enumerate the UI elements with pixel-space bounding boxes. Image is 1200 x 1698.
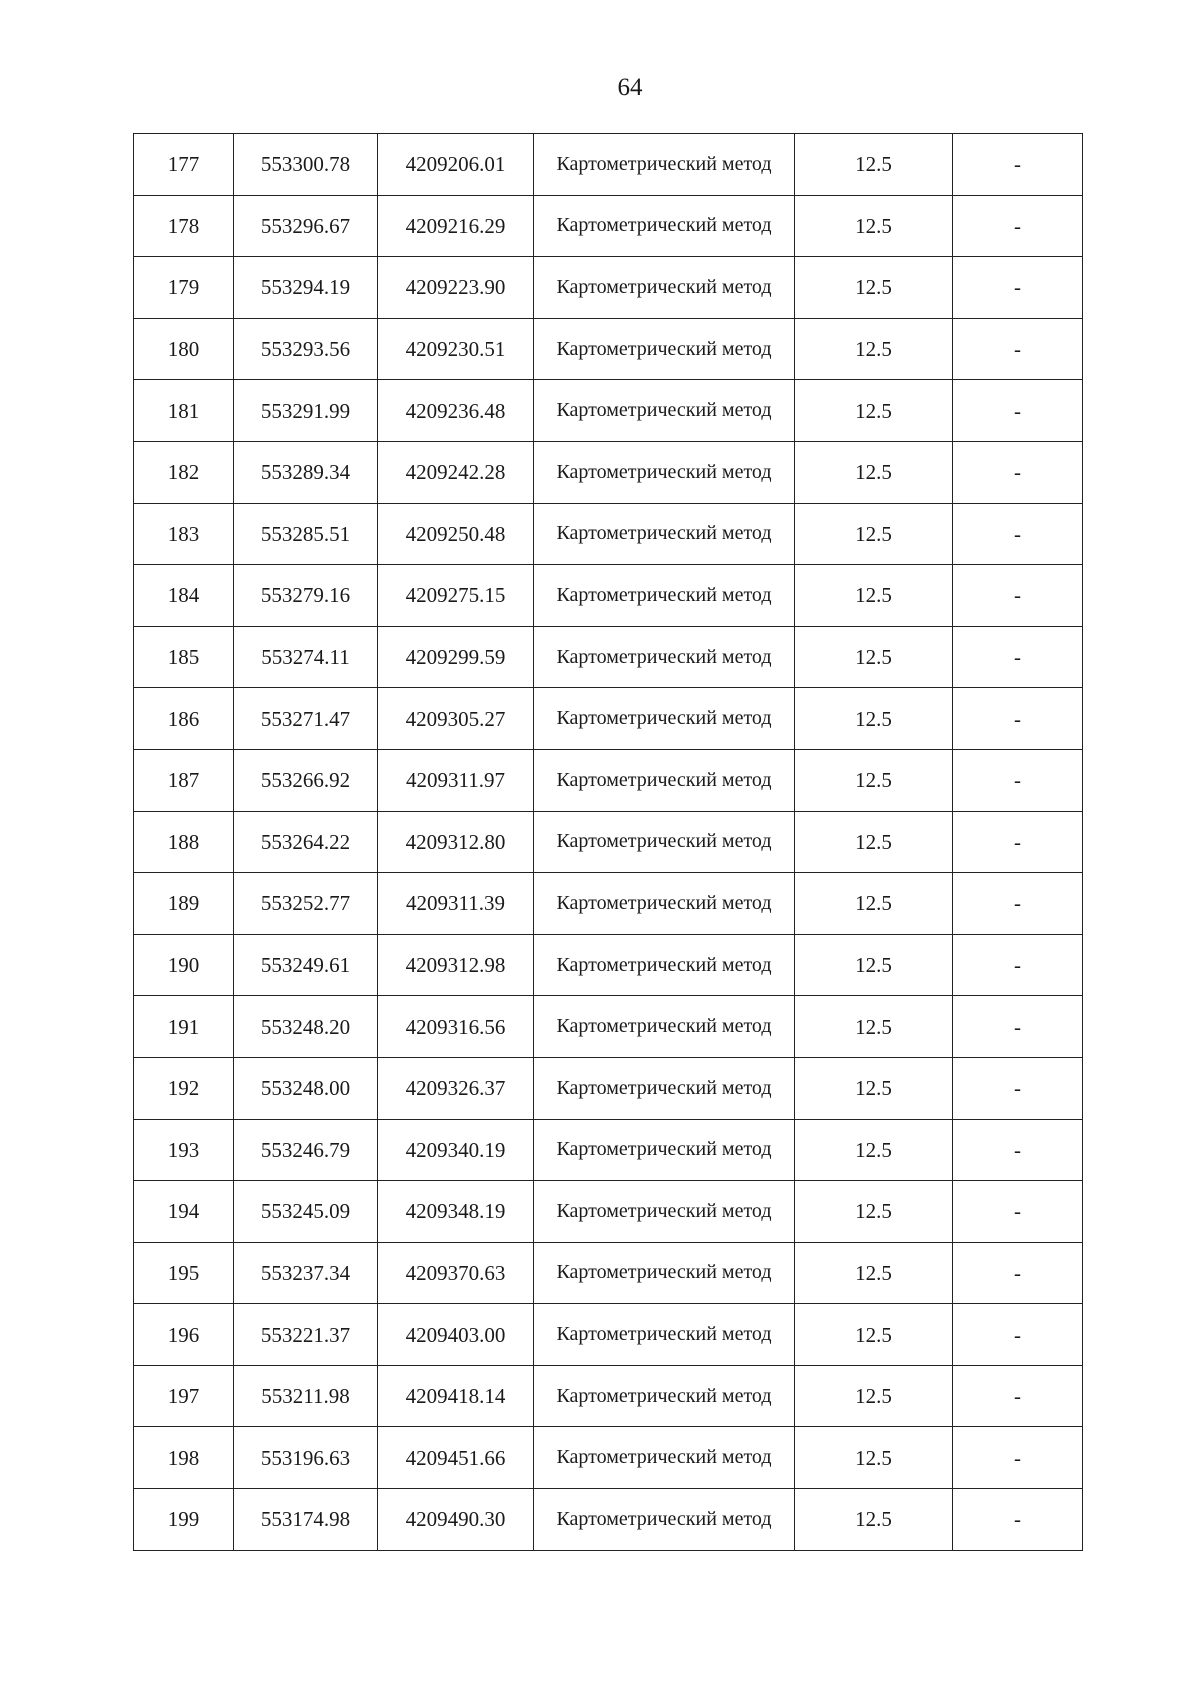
y-coordinate-cell: 4209305.27 [378,688,534,750]
table-row [134,380,1083,442]
table-row [134,257,1083,319]
point-number-cell: 193 [134,1119,234,1181]
table-row [134,1489,1083,1551]
note-cell: - [953,1365,1083,1427]
method-cell: Картометрический метод [534,1181,795,1243]
accuracy-cell: 12.5 [795,1057,953,1119]
note-cell: - [953,873,1083,935]
y-coordinate-cell: 4209348.19 [378,1181,534,1243]
point-number-cell: 190 [134,934,234,996]
method-cell: Картометрический метод [534,1242,795,1304]
y-coordinate-cell: 4209370.63 [378,1242,534,1304]
table-row [134,811,1083,873]
accuracy-cell: 12.5 [795,873,953,935]
y-coordinate-cell: 4209311.39 [378,873,534,935]
method-cell: Картометрический метод [534,503,795,565]
method-cell: Картометрический метод [534,934,795,996]
point-number-cell: 181 [134,380,234,442]
accuracy-cell: 12.5 [795,441,953,503]
method-cell: Картометрический метод [534,318,795,380]
accuracy-cell: 12.5 [795,749,953,811]
method-cell: Картометрический метод [534,257,795,319]
y-coordinate-cell: 4209340.19 [378,1119,534,1181]
method-cell: Картометрический метод [534,380,795,442]
note-cell: - [953,503,1083,565]
x-coordinate-cell: 553291.99 [234,380,378,442]
table-row [134,688,1083,750]
x-coordinate-cell: 553294.19 [234,257,378,319]
method-cell: Картометрический метод [534,134,795,196]
table-row [134,1242,1083,1304]
table-row [134,996,1083,1058]
note-cell: - [953,318,1083,380]
note-cell: - [953,688,1083,750]
point-number-cell: 195 [134,1242,234,1304]
note-cell: - [953,811,1083,873]
note-cell: - [953,441,1083,503]
method-cell: Картометрический метод [534,1365,795,1427]
note-cell: - [953,1489,1083,1551]
point-number-cell: 188 [134,811,234,873]
note-cell: - [953,134,1083,196]
table-row [134,565,1083,627]
point-number-cell: 199 [134,1489,234,1551]
accuracy-cell: 12.5 [795,1242,953,1304]
note-cell: - [953,195,1083,257]
x-coordinate-cell: 553285.51 [234,503,378,565]
method-cell: Картометрический метод [534,195,795,257]
accuracy-cell: 12.5 [795,503,953,565]
accuracy-cell: 12.5 [795,318,953,380]
table-row [134,318,1083,380]
accuracy-cell: 12.5 [795,688,953,750]
y-coordinate-cell: 4209316.56 [378,996,534,1058]
x-coordinate-cell: 553252.77 [234,873,378,935]
point-number-cell: 196 [134,1304,234,1366]
note-cell: - [953,749,1083,811]
x-coordinate-cell: 553237.34 [234,1242,378,1304]
table-body [134,134,1083,1551]
accuracy-cell: 12.5 [795,380,953,442]
y-coordinate-cell: 4209311.97 [378,749,534,811]
method-cell: Картометрический метод [534,996,795,1058]
accuracy-cell: 12.5 [795,1427,953,1489]
x-coordinate-cell: 553296.67 [234,195,378,257]
accuracy-cell: 12.5 [795,1304,953,1366]
note-cell: - [953,1057,1083,1119]
method-cell: Картометрический метод [534,1119,795,1181]
x-coordinate-cell: 553248.20 [234,996,378,1058]
method-cell: Картометрический метод [534,811,795,873]
point-number-cell: 189 [134,873,234,935]
point-number-cell: 179 [134,257,234,319]
table-row [134,626,1083,688]
note-cell: - [953,1304,1083,1366]
table-row [134,1181,1083,1243]
accuracy-cell: 12.5 [795,195,953,257]
table-row [134,1057,1083,1119]
y-coordinate-cell: 4209216.29 [378,195,534,257]
point-number-cell: 184 [134,565,234,627]
y-coordinate-cell: 4209250.48 [378,503,534,565]
point-number-cell: 182 [134,441,234,503]
table-row [134,195,1083,257]
point-number-cell: 191 [134,996,234,1058]
x-coordinate-cell: 553289.34 [234,441,378,503]
y-coordinate-cell: 4209242.28 [378,441,534,503]
accuracy-cell: 12.5 [795,934,953,996]
table-row [134,873,1083,935]
method-cell: Картометрический метод [534,626,795,688]
y-coordinate-cell: 4209312.80 [378,811,534,873]
y-coordinate-cell: 4209418.14 [378,1365,534,1427]
y-coordinate-cell: 4209312.98 [378,934,534,996]
note-cell: - [953,257,1083,319]
point-number-cell: 180 [134,318,234,380]
method-cell: Картометрический метод [534,749,795,811]
note-cell: - [953,1119,1083,1181]
x-coordinate-cell: 553293.56 [234,318,378,380]
accuracy-cell: 12.5 [795,565,953,627]
x-coordinate-cell: 553248.00 [234,1057,378,1119]
method-cell: Картометрический метод [534,1304,795,1366]
x-coordinate-cell: 553300.78 [234,134,378,196]
point-number-cell: 185 [134,626,234,688]
y-coordinate-cell: 4209490.30 [378,1489,534,1551]
x-coordinate-cell: 553249.61 [234,934,378,996]
y-coordinate-cell: 4209236.48 [378,380,534,442]
table-row [134,441,1083,503]
y-coordinate-cell: 4209223.90 [378,257,534,319]
note-cell: - [953,626,1083,688]
y-coordinate-cell: 4209403.00 [378,1304,534,1366]
note-cell: - [953,934,1083,996]
x-coordinate-cell: 553221.37 [234,1304,378,1366]
method-cell: Картометрический метод [534,688,795,750]
accuracy-cell: 12.5 [795,1119,953,1181]
x-coordinate-cell: 553271.47 [234,688,378,750]
table-row [134,1427,1083,1489]
point-number-cell: 187 [134,749,234,811]
method-cell: Картометрический метод [534,1057,795,1119]
point-number-cell: 197 [134,1365,234,1427]
x-coordinate-cell: 553196.63 [234,1427,378,1489]
table-row [134,503,1083,565]
y-coordinate-cell: 4209299.59 [378,626,534,688]
page-number: 64 [617,74,643,101]
y-coordinate-cell: 4209206.01 [378,134,534,196]
x-coordinate-cell: 553246.79 [234,1119,378,1181]
x-coordinate-cell: 553266.92 [234,749,378,811]
note-cell: - [953,380,1083,442]
note-cell: - [953,565,1083,627]
y-coordinate-cell: 4209451.66 [378,1427,534,1489]
accuracy-cell: 12.5 [795,134,953,196]
note-cell: - [953,1427,1083,1489]
y-coordinate-cell: 4209230.51 [378,318,534,380]
x-coordinate-cell: 553211.98 [234,1365,378,1427]
table-row [134,749,1083,811]
point-number-cell: 178 [134,195,234,257]
x-coordinate-cell: 553274.11 [234,626,378,688]
accuracy-cell: 12.5 [795,626,953,688]
method-cell: Картометрический метод [534,441,795,503]
x-coordinate-cell: 553279.16 [234,565,378,627]
point-number-cell: 192 [134,1057,234,1119]
note-cell: - [953,1242,1083,1304]
accuracy-cell: 12.5 [795,1365,953,1427]
y-coordinate-cell: 4209326.37 [378,1057,534,1119]
method-cell: Картометрический метод [534,873,795,935]
point-number-cell: 177 [134,134,234,196]
x-coordinate-cell: 553264.22 [234,811,378,873]
accuracy-cell: 12.5 [795,257,953,319]
accuracy-cell: 12.5 [795,1181,953,1243]
table-row [134,1119,1083,1181]
y-coordinate-cell: 4209275.15 [378,565,534,627]
point-number-cell: 186 [134,688,234,750]
table-row [134,1365,1083,1427]
point-number-cell: 183 [134,503,234,565]
coordinates-table [133,133,1083,1551]
accuracy-cell: 12.5 [795,811,953,873]
method-cell: Картометрический метод [534,565,795,627]
table-row [134,934,1083,996]
table-row [134,1304,1083,1366]
point-number-cell: 198 [134,1427,234,1489]
accuracy-cell: 12.5 [795,1489,953,1551]
accuracy-cell: 12.5 [795,996,953,1058]
method-cell: Картометрический метод [534,1427,795,1489]
x-coordinate-cell: 553174.98 [234,1489,378,1551]
note-cell: - [953,996,1083,1058]
method-cell: Картометрический метод [534,1489,795,1551]
note-cell: - [953,1181,1083,1243]
table-row [134,134,1083,196]
point-number-cell: 194 [134,1181,234,1243]
x-coordinate-cell: 553245.09 [234,1181,378,1243]
